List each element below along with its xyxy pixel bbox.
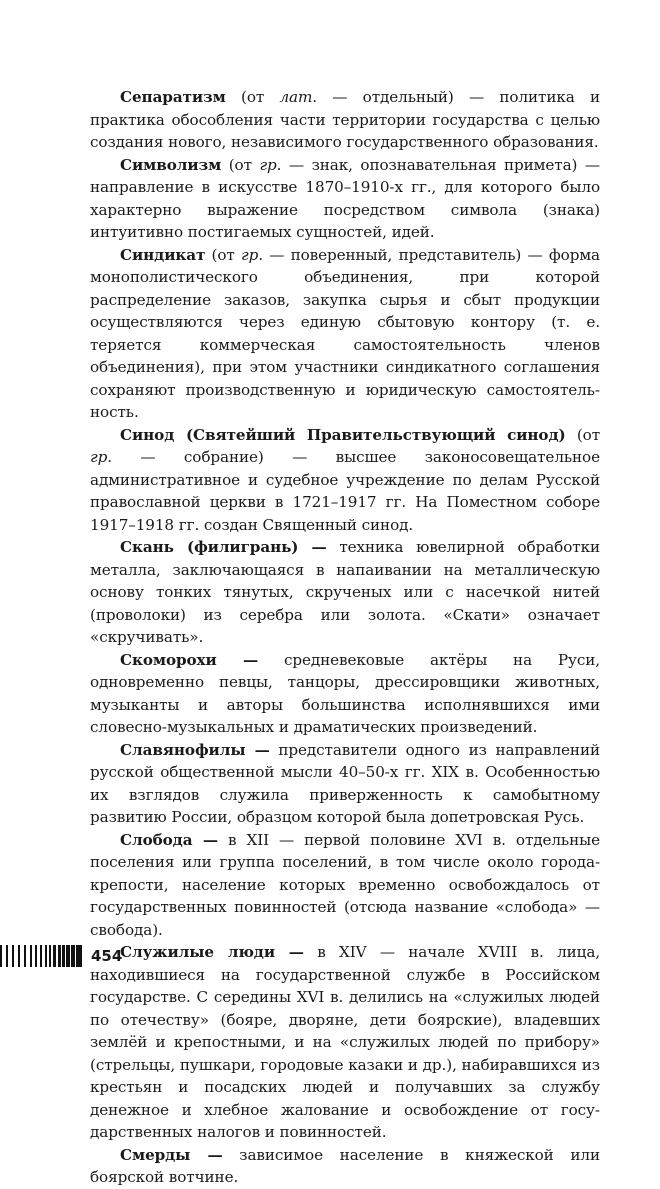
entry-definition: . — отдельный) — политика и практика обособления части территории государства с целью создания нового, независимого государственного образования. <box>90 88 600 151</box>
glossary-entry-filigree <box>90 536 600 649</box>
entry-definition: в XIV — начале XVIII в. лица, находившиеся на государственной службе в Российском государстве. С середины XVI в. делились на «служилых людей по отечеству» (бояре, дворяне, дети боярские), владевших землёй и крепостными, и на «служилых людей по прибору» (стрельцы, пушкари, городовые казаки и др.), набиравшихся из крестьян и посадских людей и получавших за службу денежное и хлебное жалование и освобождение от государственных налогов и повинностей. <box>90 943 601 1141</box>
entry-definition: . — собрание) — высшее законосовещательное административное и судебное учреждение по делам Русской православной церкви в 1721–1917 гг. На Поместном соборе 1917–1918 гг. создан Священный синод. <box>90 448 600 534</box>
glossary-entry-syndicate <box>90 244 600 424</box>
entry-origin: (от <box>205 245 242 264</box>
glossary-entry-separatism <box>90 86 600 154</box>
glossary-entry-smerdy <box>90 1144 600 1189</box>
entry-term: Смерды — <box>120 1145 223 1164</box>
entry-term: Синод (Святейший Правительствующий синод) <box>120 425 566 444</box>
page-footer <box>0 945 122 967</box>
entry-definition: представители одного из направлений русской общественной мысли 40–50-х гг. XIX в. Особенностью их взглядов служила приверженность к самобытному развитию России, образцом которой была допетровская Русь. <box>90 740 600 826</box>
entry-term: Славянофилы — <box>120 740 270 759</box>
entry-term: Служилые люди — <box>120 943 304 961</box>
entry-origin-language: лат <box>279 88 313 106</box>
entry-definition: . — поверенный, представитель) — форма монополистического объединения, при которой распределение заказов, закупка сырья и сбыт продукции осуществляются через единую сбытовую контору (т. е. теряется коммерческая самостоятельность членов объединения), при этом участники синдикатного соглашения сохраняют производственную и юридическую самостоятельность. <box>90 245 600 421</box>
glossary-entry-symbolism <box>90 154 600 244</box>
glossary-entry-synod <box>90 424 600 537</box>
entry-term: Слобода — <box>120 830 219 849</box>
entry-term: Сепаратизм <box>120 88 226 106</box>
entry-term: Синдикат <box>120 245 206 264</box>
entry-origin-language: гр <box>259 155 277 174</box>
entry-origin: (от <box>225 88 280 106</box>
entry-origin: (от <box>221 155 260 174</box>
page-number: 454 <box>91 947 123 965</box>
entry-term: Скоморохи — <box>120 650 259 669</box>
entry-definition: средневековые актёры на Руси, одновременно певцы, танцоры, дрессировщики животных, музыканты и авторы большинства исполнявшихся ими словесно-музыкальных и драматических произведений. <box>90 650 601 736</box>
entry-definition: техника ювелирной обработки металла, заключающаяся в напаивании на металлическую основу тонких тянутых, скрученых или с насечкой нитей (проволоки) из серебра или золота. «Скати» означает «скручивать». <box>90 538 600 646</box>
glossary-entry-service-people <box>90 941 600 1144</box>
entry-term: Скань (филигрань) — <box>120 538 327 556</box>
entry-origin-language: гр <box>241 245 259 264</box>
entry-origin-language: гр <box>90 448 108 466</box>
glossary-entry-sloboda <box>90 829 600 942</box>
entry-definition: зависимое население в княжеской или боярской вотчине. <box>90 1145 600 1186</box>
entry-definition: . — знак, опознавательная примета) — направление в искусстве 1870–1910-х гг., для которого было характерно выражение посредством символа (знака) интуитивно постигаемых сущностей, идей. <box>90 155 600 241</box>
barcode-decoration <box>0 945 82 967</box>
glossary-entry-slavophiles <box>90 739 600 829</box>
glossary-body <box>90 86 600 1189</box>
glossary-entry-skomorokhi <box>90 649 600 739</box>
entry-definition: в XII — первой половине XVI в. отдельные поселения или группа поселений, в том числе около города-крепости, население которых временно освобождалось от государственных повинностей (отсюда название «слобода» — свобода). <box>90 830 600 939</box>
entry-origin: (от <box>565 425 600 444</box>
entry-term: Символизм <box>120 155 222 174</box>
